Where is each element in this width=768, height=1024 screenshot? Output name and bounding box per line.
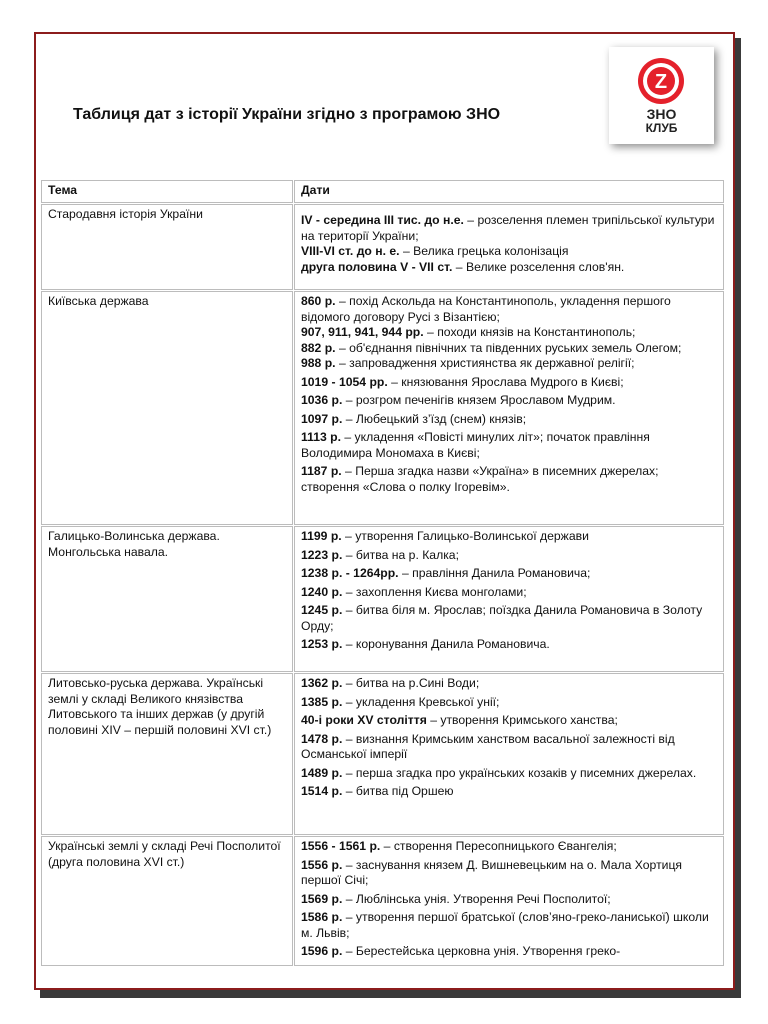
date-description: – Люблінська унія. Утворення Речі Посполитої; <box>342 891 611 906</box>
dates-cell <box>294 291 724 525</box>
date-value: 1199 р. <box>301 529 342 543</box>
date-description: – розгром печенігів князем Ярославом Мудрим. <box>342 393 616 407</box>
date-entry <box>301 839 719 855</box>
date-value: 988 р. <box>301 356 336 370</box>
date-description: – перша згадка про українських козаків у писемних джерелах. <box>342 765 697 780</box>
date-description: – Любецький з’їзд (снем) князів; <box>342 411 527 426</box>
date-entry <box>301 548 719 564</box>
table-row <box>41 291 724 525</box>
date-value: 882 р. <box>301 340 336 355</box>
date-entry <box>301 430 719 461</box>
date-entry <box>301 637 719 653</box>
logo-letter: Z <box>654 71 668 93</box>
logo-z-icon <box>638 58 684 104</box>
date-entry <box>301 910 719 941</box>
zno-club-logo <box>609 47 714 144</box>
date-entry <box>301 529 719 545</box>
date-entry <box>301 858 719 889</box>
date-value: 1240 р. <box>301 584 343 599</box>
date-description: – утворення Кримського ханства; <box>426 713 618 727</box>
date-value: друга половина V - VII ст. <box>301 259 453 274</box>
date-description: – створення Пересопницького Євангелія; <box>380 839 617 853</box>
date-entry <box>301 341 719 357</box>
topic-cell: Стародавня історія України <box>41 204 293 290</box>
document-page <box>34 32 735 990</box>
topic-cell: Литовсько-руська держава. Українські землі у складі Великого князівства Литовського та інших держав (у другій половині XIV – першій половині XVI ст.) <box>41 673 293 835</box>
dates-cell <box>294 526 724 672</box>
date-value: 40-і роки XV століття <box>301 713 427 727</box>
header-dates: Дати <box>294 180 724 203</box>
date-value: 1362 р. <box>301 676 343 690</box>
date-value: 1113 р. <box>301 430 341 444</box>
date-value: 1478 р. <box>301 731 343 746</box>
date-entry <box>301 566 719 582</box>
table-row <box>41 673 724 835</box>
header-topic: Тема <box>41 180 293 203</box>
date-description: – битва на р. Калка; <box>342 547 459 562</box>
date-description: – правління Данила Романовича; <box>398 566 591 580</box>
date-description: – Велике розселення слов'ян. <box>452 259 625 274</box>
date-value: 1385 р. <box>301 694 343 709</box>
date-description: – укладення Кревської унії; <box>342 694 500 709</box>
date-description: – визнання Кримським ханством васальної залежності від Османської імперії <box>301 731 675 761</box>
date-description: – об'єднання північних та південних руських земель Олегом; <box>335 340 682 355</box>
date-description: – захоплення Києва монголами; <box>342 584 527 599</box>
date-value: 1223 р. <box>301 547 343 562</box>
date-entry <box>301 260 719 276</box>
dates-table <box>40 179 725 967</box>
date-description: – запровадження християнства як державної релігії; <box>335 356 635 370</box>
date-value: 1253 р. <box>301 637 343 651</box>
date-value: 1556 - 1561 р. <box>301 839 381 853</box>
topic-cell: Галицько-Волинська держава. Монгольська навала. <box>41 526 293 672</box>
table-row <box>41 836 724 966</box>
table-row <box>41 526 724 672</box>
table-header-row <box>41 180 724 203</box>
date-description: – похід Аскольда на Константинополь, укладення першого відомого договору Русі з Візантією; <box>301 294 671 324</box>
date-value: 1019 - 1054 рр. <box>301 374 388 389</box>
date-value: 1586 р. <box>301 910 343 924</box>
date-entry <box>301 766 719 782</box>
date-value: 1596 р. <box>301 944 343 958</box>
date-entry <box>301 325 719 341</box>
date-value: 907, 911, 941, 944 рр. <box>301 325 424 339</box>
date-description: – розселення племен трипільської культури на території України; <box>301 213 715 243</box>
date-value: IV - середина III тис. до н.е. <box>301 213 464 227</box>
date-entry <box>301 713 719 729</box>
date-entry <box>301 393 719 409</box>
date-entry <box>301 892 719 908</box>
date-description: – битва під Оршею <box>342 784 454 798</box>
date-value: 1556 р. <box>301 857 343 872</box>
date-value: 1097 р. <box>301 411 343 426</box>
date-entry <box>301 294 719 325</box>
date-value: 860 р. <box>301 294 336 308</box>
date-entry <box>301 464 719 495</box>
date-description: – князювання Ярослава Мудрого в Києві; <box>387 374 624 389</box>
logo-line1: ЗНО <box>646 106 677 122</box>
date-description: – заснування князем Д. Вишневецьким на о. Мала Хортиця першої Січі; <box>301 857 683 887</box>
table-row <box>41 204 724 290</box>
dates-cell <box>294 204 724 290</box>
date-entry <box>301 676 719 692</box>
dates-cell <box>294 673 724 835</box>
topic-cell: Українські землі у складі Речі Посполитої (друга половина XVI ст.) <box>41 836 293 966</box>
date-value: 1514 р. <box>301 784 343 798</box>
date-value: 1238 р. - 1264рр. <box>301 566 399 580</box>
date-description: – битва біля м. Ярослав; поїздка Данила Романовича в Золоту Орду; <box>301 603 703 633</box>
dates-cell <box>294 836 724 966</box>
logo-line2: КЛУБ <box>645 121 678 135</box>
date-entry <box>301 356 719 372</box>
date-entry <box>301 244 719 260</box>
date-entry <box>301 213 719 244</box>
date-entry <box>301 375 719 391</box>
date-value: 1036 р. <box>301 393 343 407</box>
date-description: – битва на р.Сині Води; <box>342 676 480 690</box>
date-value: 1187 р. <box>301 464 342 478</box>
date-description: – походи князів на Константинополь; <box>423 325 636 339</box>
date-description: – коронування Данила Романовича. <box>342 637 550 651</box>
date-description: – Берестейська церковна унія. Утворення греко- <box>342 944 621 958</box>
topic-cell: Київська держава <box>41 291 293 525</box>
date-description: – укладення «Повісті минулих літ»; початок правління Володимира Мономаха в Києві; <box>301 430 650 460</box>
date-entry <box>301 732 719 763</box>
date-entry <box>301 603 719 634</box>
date-description: – Перша згадка назви «Україна» в писемних джерелах; створення «Слова о полку Ігоревім». <box>301 464 659 494</box>
date-entry <box>301 784 719 800</box>
date-description: – Велика грецька колонізація <box>399 244 569 258</box>
date-entry <box>301 412 719 428</box>
date-entry <box>301 695 719 711</box>
date-value: 1489 р. <box>301 765 343 780</box>
page-title: Таблиця дат з історії України згідно з програмою ЗНО <box>73 106 501 123</box>
date-entry <box>301 585 719 601</box>
date-entry <box>301 944 719 960</box>
date-description: – утворення Галицько-Волинської держави <box>341 529 589 543</box>
date-value: 1245 р. <box>301 603 343 617</box>
date-value: VIII-VI ст. до н. е. <box>301 244 400 258</box>
date-value: 1569 р. <box>301 891 343 906</box>
date-description: – утворення першої братської (слов’яно-греко-ланиської) школи м. Львів; <box>301 910 709 940</box>
